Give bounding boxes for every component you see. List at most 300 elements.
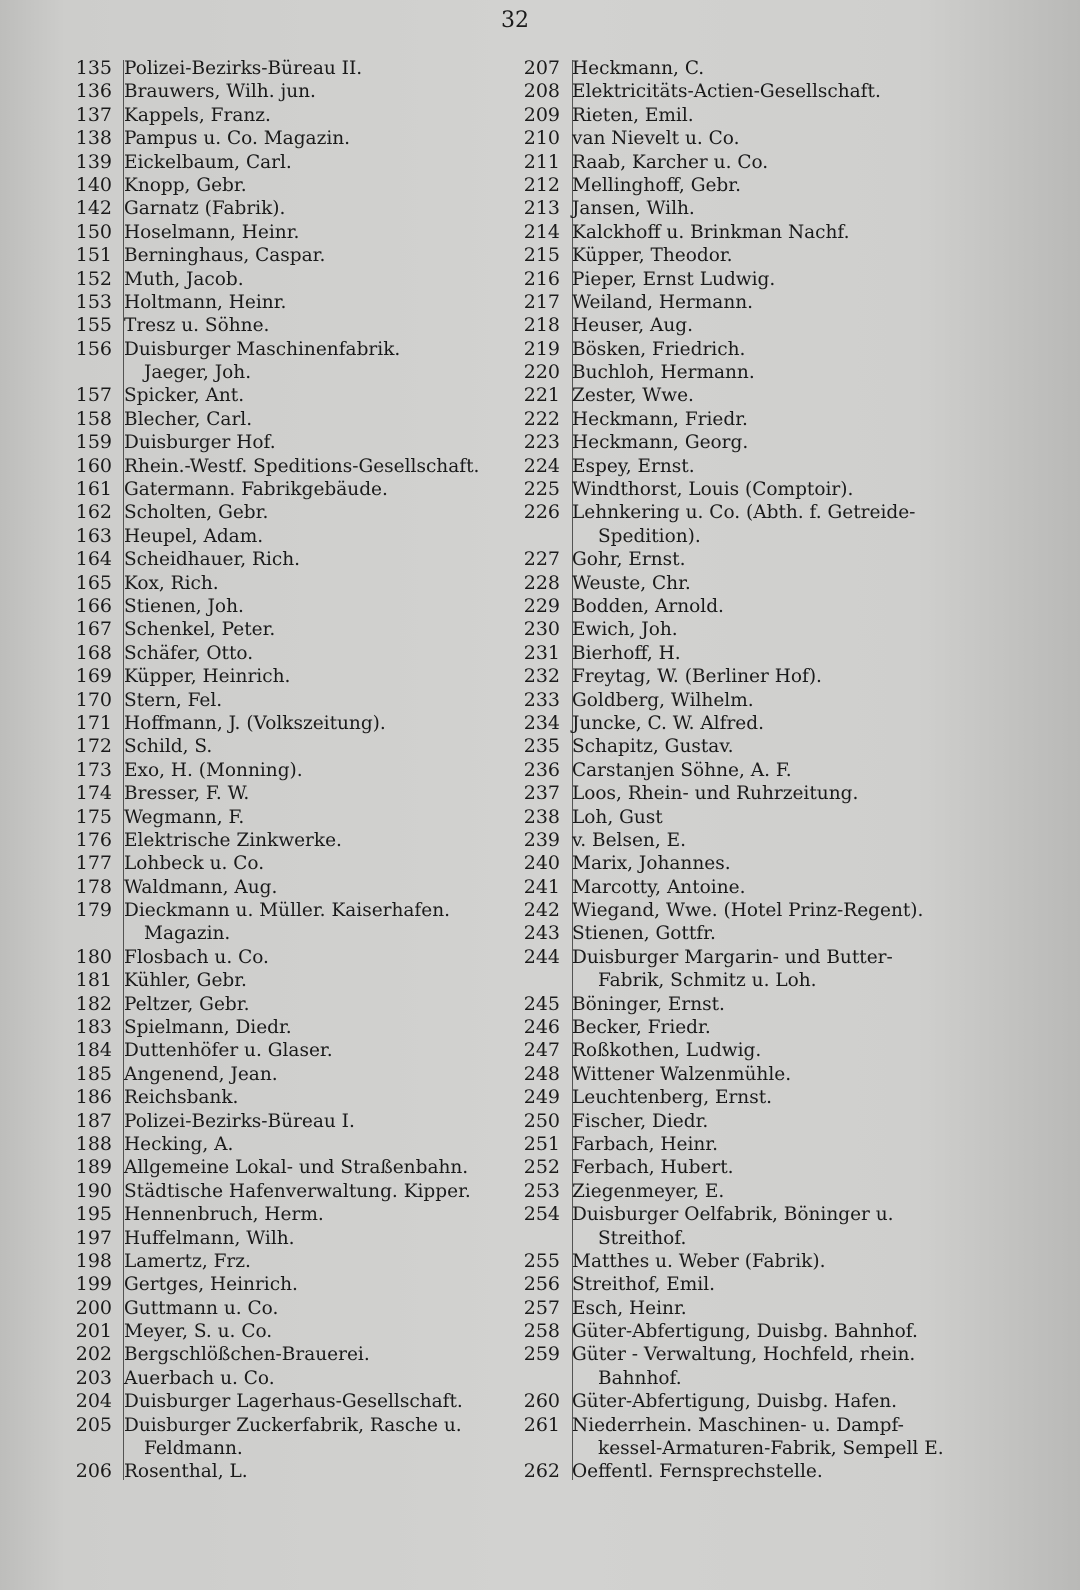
- entry-name: Reichsbank.: [124, 1087, 239, 1109]
- entry-number: 176: [75, 828, 112, 851]
- entry-name: Güter-Abfertigung, Duisbg. Bahnhof.: [572, 1321, 918, 1343]
- directory-entry: [62, 1460, 522, 1483]
- entry-name: Windthorst, Louis (Comptoir).: [572, 479, 854, 501]
- directory-entry: [62, 1063, 522, 1086]
- entry-name: Elektrische Zinkwerke.: [124, 829, 342, 851]
- entry-number: 218: [523, 314, 560, 337]
- directory-entry: [510, 338, 980, 361]
- entry-name: Zester, Wwe.: [572, 385, 694, 407]
- entry-name: Kappels, Franz.: [124, 104, 271, 126]
- directory-entry: [62, 946, 522, 969]
- entry-continuation: [510, 969, 980, 992]
- entry-name: Auerbach u. Co.: [124, 1367, 275, 1389]
- entry-name: Duisburger Margarin- und Butter-: [572, 946, 893, 968]
- entry-number: 183: [75, 1016, 112, 1039]
- entry-name: Kalckhoff u. Brinkman Nachf.: [572, 221, 850, 243]
- entry-name: Espey, Ernst.: [572, 455, 695, 477]
- directory-entry: [62, 151, 522, 174]
- entry-number: 182: [75, 992, 112, 1015]
- entry-number: 221: [523, 384, 560, 407]
- entry-name: Streithof, Emil.: [572, 1274, 716, 1296]
- directory-entry: [510, 876, 980, 899]
- entry-name: Marcotty, Antoine.: [572, 876, 746, 898]
- directory-entry: [62, 127, 522, 150]
- entry-name: Eickelbaum, Carl.: [124, 151, 292, 173]
- entry-number: 165: [75, 571, 112, 594]
- entry-number: 219: [523, 337, 560, 360]
- entry-name: Spicker, Ant.: [124, 385, 245, 407]
- entry-continuation: [510, 525, 980, 548]
- entry-number: 225: [523, 478, 560, 501]
- directory-entry: [62, 595, 522, 618]
- entry-name: Carstanjen Söhne, A. F.: [572, 759, 792, 781]
- entry-number: 161: [75, 478, 112, 501]
- directory-entry: [510, 1390, 980, 1413]
- directory-entry: [510, 852, 980, 875]
- directory-entry: [510, 1343, 980, 1366]
- entry-number: 241: [523, 875, 560, 898]
- directory-entry: [62, 525, 522, 548]
- directory-entry: [510, 221, 980, 244]
- directory-entry: [510, 501, 980, 524]
- entry-name: Waldmann, Aug.: [124, 876, 278, 898]
- directory-entry: [62, 384, 522, 407]
- entry-name: Magazin.: [144, 923, 231, 945]
- entry-name: Duisburger Lagerhaus-Gesellschaft.: [124, 1391, 463, 1413]
- entry-number: 229: [523, 594, 560, 617]
- directory-entry: [510, 1203, 980, 1226]
- directory-entry: [510, 151, 980, 174]
- directory-entry: [62, 338, 522, 361]
- directory-entry: [62, 572, 522, 595]
- entry-number: 197: [75, 1226, 112, 1249]
- directory-entry: [510, 642, 980, 665]
- entry-number: 224: [523, 454, 560, 477]
- directory-entry: [62, 1086, 522, 1109]
- entry-name: Jansen, Wilh.: [572, 198, 695, 220]
- directory-entry: [510, 314, 980, 337]
- entry-number: 169: [75, 665, 112, 688]
- entry-name: Stienen, Gottfr.: [572, 923, 716, 945]
- entry-name: Brauwers, Wilh. jun.: [124, 81, 316, 103]
- directory-entry: [62, 1297, 522, 1320]
- entry-number: 195: [75, 1203, 112, 1226]
- entry-number: 249: [523, 1086, 560, 1109]
- directory-entry: [510, 595, 980, 618]
- entry-name: Exo, H. (Monning).: [124, 759, 303, 781]
- entry-number: 226: [523, 501, 560, 524]
- directory-entry: [62, 876, 522, 899]
- entry-name: Stern, Fel.: [124, 689, 223, 711]
- directory-entry: [510, 1273, 980, 1296]
- directory-entry: [510, 1016, 980, 1039]
- entry-name: Weiland, Hermann.: [572, 291, 754, 313]
- directory-entry: [510, 1110, 980, 1133]
- directory-entry: [62, 431, 522, 454]
- entry-number: 240: [523, 852, 560, 875]
- left-column: [62, 57, 522, 1484]
- directory-entry: [62, 689, 522, 712]
- directory-entry: [510, 829, 980, 852]
- entry-number: 212: [523, 173, 560, 196]
- entry-name: Spielmann, Diedr.: [124, 1017, 292, 1039]
- entry-number: 228: [523, 571, 560, 594]
- entry-name: Duisburger Hof.: [124, 432, 276, 454]
- directory-entry: [62, 1390, 522, 1413]
- entry-number: 203: [75, 1366, 112, 1389]
- directory-entry: [62, 455, 522, 478]
- directory-entry: [510, 291, 980, 314]
- directory-entry: [62, 314, 522, 337]
- entry-name: Ewich, Joh.: [572, 619, 678, 641]
- directory-entry: [62, 291, 522, 314]
- entry-name: Freytag, W. (Berliner Hof).: [572, 666, 822, 688]
- entry-number: 260: [523, 1390, 560, 1413]
- entry-number: 230: [523, 618, 560, 641]
- entry-number: 178: [75, 875, 112, 898]
- directory-entry: [62, 244, 522, 267]
- page-number: 32: [501, 8, 529, 33]
- entry-number: 261: [523, 1413, 560, 1436]
- directory-entry: [510, 1039, 980, 1062]
- entry-number: 135: [75, 57, 112, 79]
- directory-entry: [62, 665, 522, 688]
- entry-number: 214: [523, 220, 560, 243]
- entry-name: Wegmann, F.: [124, 806, 245, 828]
- entry-continuation: [62, 922, 522, 945]
- right-column: [510, 57, 980, 1484]
- directory-entry: [510, 712, 980, 735]
- entry-number: 238: [523, 805, 560, 828]
- entry-number: 187: [75, 1109, 112, 1132]
- entry-name: Hoffmann, J. (Volkszeitung).: [124, 712, 386, 734]
- directory-entry: [510, 922, 980, 945]
- directory-entry: [510, 572, 980, 595]
- entry-number: 208: [523, 80, 560, 103]
- entry-name: Schäfer, Otto.: [124, 642, 254, 664]
- directory-entry: [510, 104, 980, 127]
- entry-number: 180: [75, 945, 112, 968]
- entry-number: 170: [75, 688, 112, 711]
- directory-entry: [510, 478, 980, 501]
- directory-entry: [510, 127, 980, 150]
- entry-name: Heckmann, Georg.: [572, 432, 749, 454]
- directory-entry: [510, 759, 980, 782]
- entry-name: Goldberg, Wilhelm.: [572, 689, 754, 711]
- entry-name: Marix, Johannes.: [572, 853, 731, 875]
- directory-entry: [62, 1133, 522, 1156]
- directory-entry: [510, 946, 980, 969]
- entry-name: Loh, Gust: [572, 806, 663, 828]
- directory-entry: [62, 221, 522, 244]
- entry-number: 201: [75, 1320, 112, 1343]
- entry-name: Rosenthal, L.: [124, 1461, 248, 1483]
- entry-number: 168: [75, 641, 112, 664]
- entry-name: Scholten, Gebr.: [124, 502, 269, 524]
- entry-name: Küpper, Heinrich.: [124, 666, 291, 688]
- entry-number: 138: [75, 127, 112, 150]
- entry-name: Jaeger, Joh.: [144, 362, 252, 384]
- entry-number: 222: [523, 407, 560, 430]
- entry-number: 156: [75, 337, 112, 360]
- entry-continuation: [62, 361, 522, 384]
- directory-entry: [62, 548, 522, 571]
- entry-name: Schapitz, Gustav.: [572, 736, 734, 758]
- directory-entry: [510, 408, 980, 431]
- entry-number: 244: [523, 945, 560, 968]
- entry-number: 247: [523, 1039, 560, 1062]
- entry-name: Leuchtenberg, Ernst.: [572, 1087, 773, 1109]
- entry-number: 167: [75, 618, 112, 641]
- entry-number: 181: [75, 969, 112, 992]
- entry-number: 246: [523, 1016, 560, 1039]
- entry-name: Schild, S.: [124, 736, 213, 758]
- entry-name: v. Belsen, E.: [572, 829, 686, 851]
- directory-entry: [510, 384, 980, 407]
- entry-name: Hecking, A.: [124, 1133, 234, 1155]
- directory-entry: [510, 455, 980, 478]
- entry-number: 235: [523, 735, 560, 758]
- entry-name: Heupel, Adam.: [124, 525, 264, 547]
- directory-entry: [62, 1414, 522, 1437]
- directory-entry: [510, 80, 980, 103]
- entry-name: Streithof.: [598, 1227, 687, 1249]
- entry-name: Polizei-Bezirks-Büreau II.: [124, 58, 363, 79]
- entry-number: 205: [75, 1413, 112, 1436]
- entry-number: 175: [75, 805, 112, 828]
- entry-number: 150: [75, 220, 112, 243]
- entry-name: Ziegenmeyer, E.: [572, 1180, 725, 1202]
- entry-number: 163: [75, 524, 112, 547]
- entry-number: 157: [75, 384, 112, 407]
- directory-entry: [510, 1320, 980, 1343]
- entry-name: Duisburger Oelfabrik, Böninger u.: [572, 1204, 894, 1226]
- entry-continuation: [510, 1367, 980, 1390]
- entry-name: Holtmann, Heinr.: [124, 291, 287, 313]
- entry-number: 254: [523, 1203, 560, 1226]
- directory-entry: [510, 361, 980, 384]
- directory-entry: [62, 1180, 522, 1203]
- directory-entry: [510, 1156, 980, 1179]
- entry-name: Gatermann. Fabrikgebäude.: [124, 479, 388, 501]
- entry-name: Bresser, F. W.: [124, 783, 250, 805]
- entry-name: Rhein.-Westf. Speditions-Gesellschaft.: [124, 455, 480, 477]
- entry-continuation: [510, 1437, 980, 1460]
- directory-entry: [62, 268, 522, 291]
- entry-number: 209: [523, 103, 560, 126]
- entry-name: Oeffentl. Fernsprechstelle.: [572, 1461, 823, 1483]
- entry-name: Bierhoff, H.: [572, 642, 681, 664]
- entry-number: 258: [523, 1320, 560, 1343]
- entry-name: Kühler, Gebr.: [124, 970, 247, 992]
- entry-number: 171: [75, 711, 112, 734]
- directory-entry: [510, 689, 980, 712]
- directory-entry: [62, 806, 522, 829]
- directory-entry: [510, 618, 980, 641]
- entry-number: 257: [523, 1296, 560, 1319]
- directory-entry: [62, 1320, 522, 1343]
- entry-number: 207: [523, 57, 560, 79]
- entry-number: 251: [523, 1132, 560, 1155]
- entry-name: Angenend, Jean.: [124, 1063, 278, 1085]
- entry-number: 152: [75, 267, 112, 290]
- entry-name: Ferbach, Hubert.: [572, 1157, 734, 1179]
- directory-entry: [62, 57, 522, 80]
- directory-entry: [62, 712, 522, 735]
- entry-number: 206: [75, 1460, 112, 1483]
- directory-entry: [510, 806, 980, 829]
- directory-entry: [62, 104, 522, 127]
- entry-name: Elektricitäts-Actien-Gesellschaft.: [572, 81, 881, 103]
- entry-name: Berninghaus, Caspar.: [124, 245, 326, 267]
- entry-number: 200: [75, 1296, 112, 1319]
- entry-number: 166: [75, 594, 112, 617]
- entry-name: Farbach, Heinr.: [572, 1133, 718, 1155]
- entry-name: Becker, Friedr.: [572, 1017, 711, 1039]
- directory-entry: [62, 642, 522, 665]
- directory-entry: [62, 197, 522, 220]
- entry-name: Bodden, Arnold.: [572, 595, 724, 617]
- directory-entry: [510, 197, 980, 220]
- entry-name: Loos, Rhein- und Ruhrzeitung.: [572, 783, 859, 805]
- directory-entry: [510, 1086, 980, 1109]
- entry-number: 137: [75, 103, 112, 126]
- entry-name: Mellinghoff, Gebr.: [572, 174, 741, 196]
- entry-name: Garnatz (Fabrik).: [124, 198, 286, 220]
- entry-name: Wiegand, Wwe. (Hotel Prinz-Regent).: [572, 900, 924, 922]
- entry-name: Meyer, S. u. Co.: [124, 1321, 273, 1343]
- entry-number: 211: [523, 150, 560, 173]
- directory-entry: [62, 969, 522, 992]
- entry-number: 233: [523, 688, 560, 711]
- entry-name: Heuser, Aug.: [572, 315, 694, 337]
- directory-entry: [62, 1227, 522, 1250]
- entry-name: Gertges, Heinrich.: [124, 1274, 298, 1296]
- entry-name: Güter-Abfertigung, Duisbg. Hafen.: [572, 1391, 897, 1413]
- entry-number: 151: [75, 244, 112, 267]
- entry-number: 213: [523, 197, 560, 220]
- entry-number: 248: [523, 1062, 560, 1085]
- directory-entry: [510, 244, 980, 267]
- entry-number: 217: [523, 290, 560, 313]
- entry-name: Rieten, Emil.: [572, 104, 694, 126]
- entry-number: 243: [523, 922, 560, 945]
- entry-number: 184: [75, 1039, 112, 1062]
- entry-number: 242: [523, 899, 560, 922]
- entry-number: 155: [75, 314, 112, 337]
- entry-number: 198: [75, 1249, 112, 1272]
- entry-name: Duisburger Maschinenfabrik.: [124, 338, 401, 360]
- directory-entry: [62, 1203, 522, 1226]
- directory-entry: [62, 501, 522, 524]
- entry-number: 232: [523, 665, 560, 688]
- directory-entry: [510, 1460, 980, 1483]
- directory-entry: [62, 1156, 522, 1179]
- entry-number: 164: [75, 548, 112, 571]
- entry-number: 173: [75, 758, 112, 781]
- entry-name: Esch, Heinr.: [572, 1297, 687, 1319]
- entry-name: Scheidhauer, Rich.: [124, 549, 301, 571]
- entry-name: Städtische Hafenverwaltung. Kipper.: [124, 1180, 471, 1202]
- entry-number: 256: [523, 1273, 560, 1296]
- entry-number: 162: [75, 501, 112, 524]
- directory-entry: [510, 1250, 980, 1273]
- entry-number: 188: [75, 1132, 112, 1155]
- entry-number: 189: [75, 1156, 112, 1179]
- directory-entry: [510, 1414, 980, 1437]
- entry-number: 250: [523, 1109, 560, 1132]
- entry-number: 172: [75, 735, 112, 758]
- entry-number: 202: [75, 1343, 112, 1366]
- directory-entry: [62, 735, 522, 758]
- directory-entry: [62, 1110, 522, 1133]
- entry-number: 158: [75, 407, 112, 430]
- entry-name: Wittener Walzenmühle.: [572, 1063, 792, 1085]
- entry-name: Schenkel, Peter.: [124, 619, 276, 641]
- entry-number: 174: [75, 782, 112, 805]
- entry-name: Hoselmann, Heinr.: [124, 221, 300, 243]
- entry-name: Flosbach u. Co.: [124, 946, 269, 968]
- directory-entry: [62, 1016, 522, 1039]
- entry-name: Niederrhein. Maschinen- u. Dampf-: [572, 1414, 904, 1436]
- entry-number: 252: [523, 1156, 560, 1179]
- entry-name: Lamertz, Frz.: [124, 1250, 251, 1272]
- entry-name: Tresz u. Söhne.: [124, 315, 270, 337]
- directory-entry: [62, 852, 522, 875]
- entry-number: 185: [75, 1062, 112, 1085]
- directory-entry: [62, 174, 522, 197]
- entry-name: Pieper, Ernst Ludwig.: [572, 268, 776, 290]
- entry-name: Duttenhöfer u. Glaser.: [124, 1040, 333, 1062]
- entry-number: 204: [75, 1390, 112, 1413]
- entry-name: Kox, Rich.: [124, 572, 219, 594]
- entry-number: 237: [523, 782, 560, 805]
- directory-entry: [510, 1133, 980, 1156]
- directory-entry: [510, 174, 980, 197]
- entry-name: Fabrik, Schmitz u. Loh.: [598, 970, 817, 992]
- entry-name: Allgemeine Lokal- und Straßenbahn.: [124, 1157, 469, 1179]
- entry-number: 223: [523, 431, 560, 454]
- directory-entry: [510, 735, 980, 758]
- entry-number: 179: [75, 899, 112, 922]
- entry-name: Polizei-Bezirks-Büreau I.: [124, 1110, 355, 1132]
- entry-name: Guttmann u. Co.: [124, 1297, 279, 1319]
- entry-number: 259: [523, 1343, 560, 1366]
- entry-name: Feldmann.: [144, 1438, 243, 1460]
- entry-number: 227: [523, 548, 560, 571]
- entry-name: Blecher, Carl.: [124, 408, 253, 430]
- entry-continuation: [62, 1437, 522, 1460]
- entry-name: Juncke, C. W. Alfred.: [572, 712, 764, 734]
- directory-entry: [62, 618, 522, 641]
- entry-number: 153: [75, 290, 112, 313]
- entry-name: Duisburger Zuckerfabrik, Rasche u.: [124, 1414, 462, 1436]
- entry-name: Buchloh, Hermann.: [572, 362, 755, 384]
- directory-entry: [62, 993, 522, 1016]
- entry-number: 220: [523, 361, 560, 384]
- entry-name: Lohbeck u. Co.: [124, 853, 265, 875]
- entry-name: Lehnkering u. Co. (Abth. f. Getreide-: [572, 502, 916, 524]
- entry-number: 136: [75, 80, 112, 103]
- entry-name: Matthes u. Weber (Fabrik).: [572, 1250, 826, 1272]
- entry-number: 245: [523, 992, 560, 1015]
- directory-entry: [510, 57, 980, 80]
- directory-entry: [510, 1180, 980, 1203]
- entry-number: 215: [523, 244, 560, 267]
- directory-entry: [510, 431, 980, 454]
- directory-entry: [510, 665, 980, 688]
- entry-number: 262: [523, 1460, 560, 1483]
